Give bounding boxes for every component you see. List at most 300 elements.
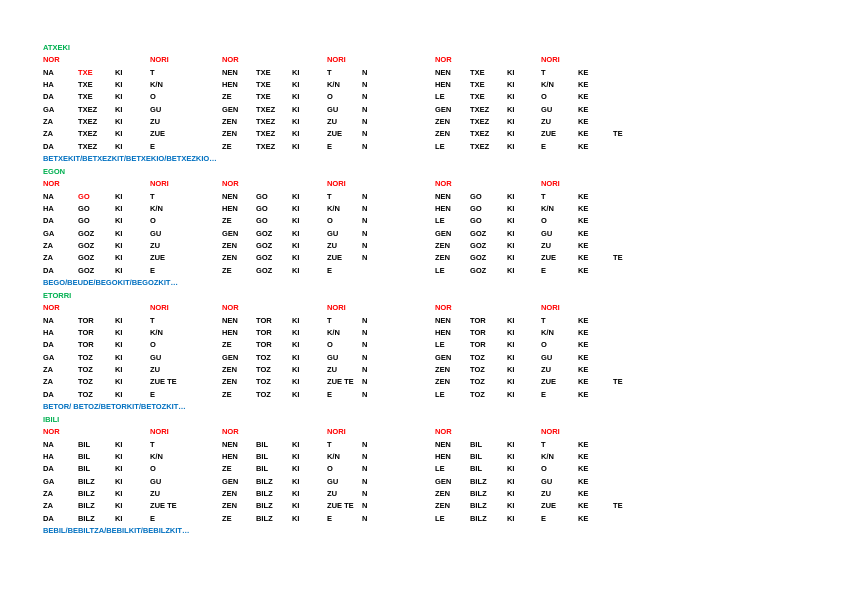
table-cell: ZE — [222, 141, 232, 151]
table-cell: K/N — [150, 80, 163, 90]
column-header: NORI — [541, 427, 560, 437]
table-cell: NA — [43, 191, 54, 201]
table-cell: O — [150, 216, 156, 226]
table-cell: T — [150, 315, 155, 325]
conjugation-row — [0, 215, 848, 226]
table-cell: TOZ — [470, 352, 485, 362]
table-cell: TOZ — [470, 389, 485, 399]
section-title-row — [0, 290, 848, 301]
table-cell: O — [327, 340, 333, 350]
table-cell: ZE — [222, 216, 232, 226]
column-header: NOR — [435, 179, 452, 189]
table-cell: ZU — [327, 241, 337, 251]
table-cell: BILZ — [470, 489, 487, 499]
table-cell: GOZ — [78, 228, 95, 238]
table-cell: GEN — [435, 352, 452, 362]
table-cell: E — [541, 513, 547, 523]
table-cell: ZEN — [435, 129, 450, 139]
table-cell: ZEN — [435, 377, 450, 387]
table-cell: ZA — [43, 501, 53, 511]
table-cell: LE — [435, 389, 445, 399]
table-cell: TOZ — [470, 377, 485, 387]
table-cell: ZEN — [222, 117, 237, 127]
section-title: ATXEKI — [43, 43, 70, 52]
table-cell: GU — [541, 228, 553, 238]
table-cell: KE — [578, 489, 589, 499]
table-cell: ZU — [150, 489, 160, 499]
section-title: IBILI — [43, 415, 60, 424]
conjugation-row — [0, 339, 848, 350]
table-cell: TOR — [470, 315, 486, 325]
table-cell: DA — [43, 389, 54, 399]
table-cell: KI — [507, 253, 515, 263]
table-cell: TXEZ — [470, 141, 490, 151]
table-cell: KI — [507, 489, 515, 499]
table-cell: KI — [115, 141, 123, 151]
conjugation-row — [0, 476, 848, 487]
table-cell: GOZ — [78, 253, 95, 263]
table-cell: T — [327, 439, 332, 449]
table-cell: KI — [115, 80, 123, 90]
table-cell: BILZ — [470, 501, 487, 511]
table-cell: T — [327, 315, 332, 325]
section-title-row — [0, 414, 848, 425]
table-cell: TOR — [256, 315, 272, 325]
header-row — [0, 54, 848, 65]
table-cell: KI — [292, 80, 300, 90]
conjugation-row — [0, 513, 848, 524]
table-cell: HEN — [222, 328, 238, 338]
table-cell: E — [327, 265, 333, 275]
table-cell: GU — [150, 352, 162, 362]
table-cell: HEN — [435, 452, 451, 462]
table-cell: O — [541, 216, 547, 226]
header-row — [0, 426, 848, 437]
table-cell: KI — [292, 141, 300, 151]
table-cell: HEN — [435, 204, 451, 214]
table-cell: N — [362, 241, 368, 251]
conjugation-row — [0, 265, 848, 276]
footer-row — [0, 401, 848, 412]
table-cell: HA — [43, 80, 54, 90]
conjugation-row — [0, 228, 848, 239]
table-cell: DA — [43, 141, 54, 151]
column-header: NORI — [150, 179, 169, 189]
table-cell: BILZ — [256, 476, 273, 486]
table-cell: ZEN — [222, 501, 237, 511]
table-cell: BILZ — [78, 513, 95, 523]
table-cell: TOZ — [256, 352, 271, 362]
table-cell: K/N — [541, 328, 554, 338]
table-cell: ZU — [541, 489, 551, 499]
table-cell: TXE — [256, 80, 271, 90]
table-cell: N — [362, 340, 368, 350]
table-cell: HEN — [222, 452, 238, 462]
table-cell: LE — [435, 92, 445, 102]
conjugation-row — [0, 240, 848, 251]
table-cell: TXE — [470, 67, 485, 77]
table-cell: N — [362, 117, 368, 127]
table-cell: N — [362, 352, 368, 362]
table-cell: LE — [435, 464, 445, 474]
table-cell: GA — [43, 352, 55, 362]
table-cell: GU — [541, 352, 553, 362]
table-cell: ZEN — [435, 365, 450, 375]
table-cell: GU — [150, 104, 162, 114]
table-cell: KI — [292, 67, 300, 77]
conjugation-row — [0, 91, 848, 102]
table-cell: BIL — [470, 452, 483, 462]
table-cell: K/N — [541, 80, 554, 90]
table-cell: KI — [507, 191, 515, 201]
table-cell: BILZ — [256, 489, 273, 499]
table-cell: E — [150, 265, 156, 275]
table-cell: LE — [435, 340, 445, 350]
table-cell: HA — [43, 328, 54, 338]
table-cell: DA — [43, 340, 54, 350]
table-cell: KI — [292, 365, 300, 375]
table-cell: N — [362, 489, 368, 499]
header-row — [0, 178, 848, 189]
table-cell: KE — [578, 80, 589, 90]
table-cell: TXEZ — [256, 141, 276, 151]
table-cell: BIL — [256, 439, 269, 449]
table-cell: GU — [150, 228, 162, 238]
table-cell: KI — [292, 265, 300, 275]
table-cell: DA — [43, 216, 54, 226]
table-cell: K/N — [150, 452, 163, 462]
table-cell: BILZ — [78, 501, 95, 511]
table-cell: BILZ — [256, 501, 273, 511]
table-cell: TXEZ — [78, 129, 98, 139]
table-cell: KI — [507, 513, 515, 523]
section-footer: BETXEKIT/BETXEZKIT/BETXEKIO/BETXEZKIO… — [43, 154, 217, 164]
table-cell: KI — [115, 489, 123, 499]
table-cell: K/N — [150, 204, 163, 214]
table-cell: TOZ — [78, 377, 93, 387]
table-cell: TOZ — [256, 389, 271, 399]
table-cell: BILZ — [256, 513, 273, 523]
table-cell: TXE — [256, 92, 271, 102]
table-cell: KI — [292, 328, 300, 338]
table-cell: TXE — [256, 67, 271, 77]
table-cell: KE — [578, 452, 589, 462]
table-cell: ZUE TE — [327, 377, 354, 387]
table-cell: TXE — [470, 92, 485, 102]
table-cell: TOR — [78, 328, 94, 338]
table-cell: ZEN — [222, 129, 237, 139]
table-cell: KE — [578, 141, 589, 151]
table-cell: KI — [507, 67, 515, 77]
table-cell: KE — [578, 328, 589, 338]
table-cell: KI — [507, 439, 515, 449]
table-cell: TXEZ — [78, 104, 98, 114]
section-title: EGON — [43, 167, 66, 176]
table-cell: ZE — [222, 389, 232, 399]
table-cell: BIL — [256, 452, 269, 462]
table-cell: ZEN — [435, 501, 450, 511]
table-cell: KI — [292, 117, 300, 127]
table-cell: GU — [541, 476, 553, 486]
table-cell: GOZ — [78, 265, 95, 275]
table-cell: LE — [435, 265, 445, 275]
table-cell: KE — [578, 129, 589, 139]
table-cell: HEN — [222, 80, 238, 90]
footer-row — [0, 277, 848, 288]
table-cell: GOZ — [470, 253, 487, 263]
table-cell: KI — [115, 117, 123, 127]
table-cell: N — [362, 67, 368, 77]
table-cell: T — [327, 191, 332, 201]
table-cell: ZUE — [541, 253, 556, 263]
table-cell: GO — [256, 191, 268, 201]
table-cell: KI — [507, 365, 515, 375]
conjugation-row — [0, 191, 848, 202]
table-cell: GO — [256, 204, 268, 214]
table-cell: KI — [292, 216, 300, 226]
table-cell: TOR — [470, 340, 486, 350]
table-cell: TXE — [78, 92, 93, 102]
table-cell: KI — [507, 80, 515, 90]
table-cell: N — [362, 365, 368, 375]
table-cell: KI — [115, 513, 123, 523]
table-cell: N — [362, 315, 368, 325]
table-cell: ZUE — [541, 501, 556, 511]
conjugation-row — [0, 439, 848, 450]
table-cell: BIL — [470, 464, 483, 474]
table-cell: O — [150, 340, 156, 350]
table-cell: KI — [115, 191, 123, 201]
table-cell: ZU — [150, 365, 160, 375]
table-cell: ZEN — [222, 365, 237, 375]
table-cell: TOR — [78, 340, 94, 350]
table-cell: ZA — [43, 489, 53, 499]
table-cell: ZA — [43, 365, 53, 375]
table-cell: N — [362, 389, 368, 399]
table-cell: KI — [115, 67, 123, 77]
column-header: NORI — [327, 55, 346, 65]
table-cell: KI — [507, 352, 515, 362]
table-cell: TOR — [470, 328, 486, 338]
table-cell: TXEZ — [78, 141, 98, 151]
section-footer: BEBIL/BEBILTZA/BEBILKIT/BEBILZKIT… — [43, 526, 190, 536]
table-cell: NEN — [222, 191, 238, 201]
table-cell: ZE — [222, 265, 232, 275]
table-cell: GEN — [435, 104, 452, 114]
table-cell: ZUE — [150, 129, 165, 139]
table-cell: N — [362, 452, 368, 462]
table-cell: NEN — [435, 439, 451, 449]
conjugation-row — [0, 203, 848, 214]
table-cell: KI — [507, 204, 515, 214]
table-cell: KI — [115, 340, 123, 350]
table-cell: KE — [578, 340, 589, 350]
table-cell: T — [150, 191, 155, 201]
table-cell: GOZ — [256, 253, 273, 263]
table-cell: ZEN — [222, 241, 237, 251]
table-cell: KI — [292, 340, 300, 350]
table-cell: N — [362, 328, 368, 338]
table-cell: ZU — [327, 365, 337, 375]
table-cell: TXE — [470, 80, 485, 90]
table-cell: KI — [115, 104, 123, 114]
table-cell: N — [362, 228, 368, 238]
section-footer: BEGO/BEUDE/BEGOKIT/BEGOZKIT… — [43, 278, 179, 288]
table-cell: GU — [327, 104, 339, 114]
table-cell: KI — [507, 141, 515, 151]
table-cell: HEN — [222, 204, 238, 214]
table-cell: GEN — [435, 228, 452, 238]
table-cell: ZU — [541, 117, 551, 127]
table-cell: GOZ — [78, 241, 95, 251]
table-cell: ZUE — [327, 129, 342, 139]
table-cell: ZU — [541, 365, 551, 375]
table-cell: BIL — [256, 464, 269, 474]
table-cell: GA — [43, 104, 55, 114]
table-cell: E — [150, 389, 156, 399]
conjugation-row — [0, 500, 848, 511]
table-cell: KI — [115, 476, 123, 486]
table-cell: KI — [507, 92, 515, 102]
table-cell: KE — [578, 117, 589, 127]
table-cell: KI — [115, 328, 123, 338]
table-cell: ZA — [43, 129, 53, 139]
table-cell: TXEZ — [470, 129, 490, 139]
column-header: NOR — [435, 55, 452, 65]
table-cell: ZEN — [435, 117, 450, 127]
table-cell: KI — [115, 365, 123, 375]
table-cell: O — [541, 464, 547, 474]
table-cell: KE — [578, 67, 589, 77]
table-cell: GOZ — [256, 265, 273, 275]
table-cell: KI — [115, 315, 123, 325]
conjugation-row — [0, 376, 848, 387]
table-cell: N — [362, 513, 368, 523]
table-cell: KI — [292, 129, 300, 139]
table-cell: KE — [578, 92, 589, 102]
table-cell: ZUE TE — [150, 377, 177, 387]
table-cell: KE — [578, 513, 589, 523]
table-cell: KI — [507, 265, 515, 275]
table-cell: ZU — [150, 117, 160, 127]
table-cell: KI — [292, 253, 300, 263]
table-cell: KE — [578, 377, 589, 387]
table-cell: KI — [115, 253, 123, 263]
table-cell: E — [327, 141, 333, 151]
table-cell: KI — [292, 452, 300, 462]
conjugation-row — [0, 327, 848, 338]
table-cell: KI — [115, 352, 123, 362]
table-cell: T — [541, 191, 546, 201]
table-cell: TXE — [78, 80, 93, 90]
table-cell: KI — [292, 241, 300, 251]
table-cell: ZE — [222, 464, 232, 474]
table-cell: KE — [578, 464, 589, 474]
table-cell: T — [327, 67, 332, 77]
conjugation-row — [0, 451, 848, 462]
table-cell: O — [327, 464, 333, 474]
table-cell: TXEZ — [256, 104, 276, 114]
table-cell: O — [541, 92, 547, 102]
table-cell: KI — [507, 389, 515, 399]
conjugation-row — [0, 252, 848, 263]
table-cell: GEN — [435, 476, 452, 486]
table-cell: TE — [613, 129, 623, 139]
table-cell: TXE — [78, 67, 93, 77]
table-cell: KI — [292, 439, 300, 449]
table-cell: TE — [613, 377, 623, 387]
table-cell: ZUE TE — [150, 501, 177, 511]
table-cell: GEN — [222, 476, 239, 486]
table-cell: K/N — [327, 80, 340, 90]
table-cell: NEN — [222, 67, 238, 77]
table-cell: KI — [507, 216, 515, 226]
table-cell: ZE — [222, 92, 232, 102]
table-cell: GOZ — [470, 228, 487, 238]
table-cell: KI — [292, 104, 300, 114]
table-cell: ZE — [222, 513, 232, 523]
table-cell: LE — [435, 513, 445, 523]
column-header: NOR — [43, 179, 60, 189]
table-cell: O — [541, 340, 547, 350]
column-header: NORI — [541, 179, 560, 189]
table-cell: ZEN — [222, 253, 237, 263]
table-cell: KI — [507, 464, 515, 474]
table-cell: BILZ — [78, 476, 95, 486]
table-cell: E — [150, 141, 156, 151]
table-cell: DA — [43, 265, 54, 275]
table-cell: N — [362, 377, 368, 387]
table-cell: ZA — [43, 117, 53, 127]
conjugation-row — [0, 104, 848, 115]
table-cell: NA — [43, 439, 54, 449]
table-cell: KI — [292, 513, 300, 523]
table-cell: NEN — [435, 191, 451, 201]
conjugation-row — [0, 79, 848, 90]
table-cell: KE — [578, 204, 589, 214]
table-cell: ZEN — [435, 241, 450, 251]
column-header: NORI — [150, 303, 169, 313]
table-cell: KI — [292, 476, 300, 486]
section-title-row — [0, 42, 848, 53]
table-cell: TE — [613, 501, 623, 511]
column-header: NOR — [43, 55, 60, 65]
table-cell: GO — [256, 216, 268, 226]
table-cell: GU — [327, 352, 339, 362]
table-cell: KI — [507, 117, 515, 127]
table-cell: K/N — [327, 452, 340, 462]
table-cell: TOZ — [256, 365, 271, 375]
table-cell: KI — [292, 464, 300, 474]
table-cell: ZA — [43, 377, 53, 387]
column-header: NOR — [222, 55, 239, 65]
column-header: NOR — [222, 427, 239, 437]
table-cell: KI — [507, 501, 515, 511]
table-cell: TXEZ — [256, 117, 276, 127]
table-cell: KI — [292, 228, 300, 238]
table-cell: GU — [327, 476, 339, 486]
table-cell: BILZ — [78, 489, 95, 499]
table-cell: KI — [292, 489, 300, 499]
table-cell: KI — [292, 315, 300, 325]
table-cell: ZA — [43, 253, 53, 263]
table-cell: N — [362, 92, 368, 102]
table-cell: ZU — [541, 241, 551, 251]
column-header: NORI — [541, 55, 560, 65]
table-cell: KI — [507, 228, 515, 238]
table-cell: E — [327, 389, 333, 399]
table-cell: KI — [115, 92, 123, 102]
